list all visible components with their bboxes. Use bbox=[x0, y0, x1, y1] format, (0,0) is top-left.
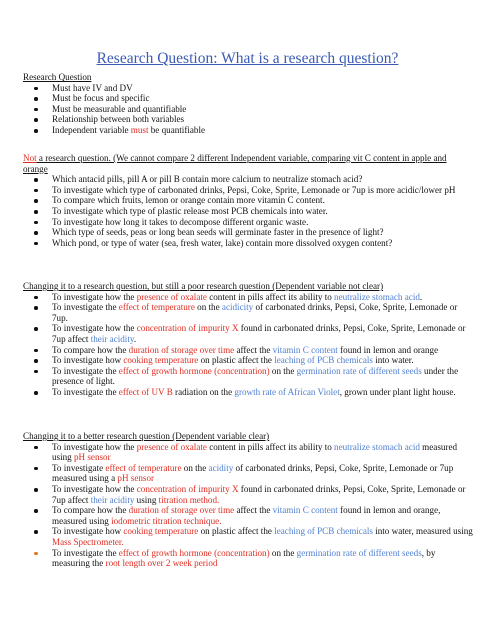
section-heading: Not a research question. (We cannot compare 2 different Independent variable, comparing vit C content in apple and orange bbox=[23, 153, 447, 174]
example-list bbox=[23, 174, 473, 248]
list-item: To investigate the effect of growth hormone (concentration) on the germination rate of different seeds, by measuring the root length over 2 week period bbox=[23, 548, 473, 569]
list-item: Must be focus and specific bbox=[23, 93, 473, 104]
list-item: To compare how the duration of storage over time affect the vitamin C content found in lemon and orange bbox=[23, 345, 473, 356]
list-item: Must have IV and DV bbox=[23, 83, 473, 94]
example-list bbox=[23, 292, 473, 398]
list-item: Which antacid pills, pill A or pill B contain more calcium to neutralize stomach acid? bbox=[23, 174, 473, 185]
list-item: Relationship between both variables bbox=[23, 114, 473, 125]
list-item: To compare which fruits, lemon or orange contain more vitamin C content. bbox=[23, 195, 473, 206]
criteria-list bbox=[23, 83, 473, 136]
list-item: To investigate the effect of temperature on the acidicity of carbonated drinks, Pepsi, Coke, Sprite, Lemonade or 7up. bbox=[23, 302, 473, 323]
section-heading: Changing it to a research question, but still a poor research question (Dependent variable not clear) bbox=[23, 281, 384, 291]
list-item: Which type of seeds, peas or long bean seeds will germinate faster in the presence of light? bbox=[23, 227, 473, 238]
section-poor-research-question bbox=[23, 281, 473, 398]
list-item: To investigate how the concentration of impurity X found in carbonated drinks, Pepsi, Coke, Sprite, Lemonade or 7up affect their acidity. bbox=[23, 323, 473, 344]
list-item: To investigate which type of plastic release most PCB chemicals into water. bbox=[23, 206, 473, 217]
highlight-must: must bbox=[130, 124, 149, 135]
list-item: To investigate how the presence of oxalate content in pills affect its ability to neutralize stomach acid measured using pH sensor bbox=[23, 442, 473, 463]
page-title: Research Question: What is a research question? bbox=[96, 50, 399, 67]
list-item: To investigate how cooking temperature on plastic affect the leaching of PCB chemicals into water, measured using Mass Spectrometer. bbox=[23, 526, 473, 547]
list-item: To investigate which type of carbonated drinks, Pepsi, Coke, Sprite, Lemonade or 7up is more acidic/lower pH bbox=[23, 185, 473, 196]
section-better-research-question bbox=[23, 431, 473, 569]
list-item: To investigate the effect of growth hormone (concentration) on the germination rate of different seeds under the presence of light. bbox=[23, 366, 473, 387]
list-item: To investigate effect of temperature on the acidity of carbonated drinks, Pepsi, Coke, Sprite, Lemonade or 7up measured using a pH sensor bbox=[23, 463, 473, 484]
section-heading: Research Question bbox=[23, 72, 92, 82]
section-research-question bbox=[23, 72, 473, 136]
list-item: To investigate how cooking temperature on plastic affect the leaching of PCB chemicals into water. bbox=[23, 355, 473, 366]
list-item: To investigate how the concentration of impurity X found in carbonated drinks, Pepsi, Coke, Sprite, Lemonade or 7up affect their acidity using titration method. bbox=[23, 484, 473, 505]
list-item: To investigate how the presence of oxalate content in pills affect its ability to neutralize stomach acid. bbox=[23, 292, 473, 303]
list-item: To investigate how long it takes to decompose different organic waste. bbox=[23, 217, 473, 228]
list-item: Must be measurable and quantifiable bbox=[23, 104, 473, 115]
list-item: Independent variable must be quantifiable bbox=[23, 125, 473, 136]
list-item: To compare how the duration of storage over time affect the vitamin C content found in lemon and orange, measured using iodometric titration technique. bbox=[23, 505, 473, 526]
section-not-research-question bbox=[23, 153, 473, 248]
heading-not: Not bbox=[23, 153, 37, 163]
list-item: To investigate the effect of UV B radiation on the growth rate of African Violet, grown under plant light house. bbox=[23, 387, 473, 398]
section-heading: Changing it to a better research question (Dependent variable clear) bbox=[23, 431, 270, 441]
list-item: Which pond, or type of water (sea, fresh water, lake) contain more dissolved oxygen content? bbox=[23, 238, 473, 249]
example-list bbox=[23, 442, 473, 569]
